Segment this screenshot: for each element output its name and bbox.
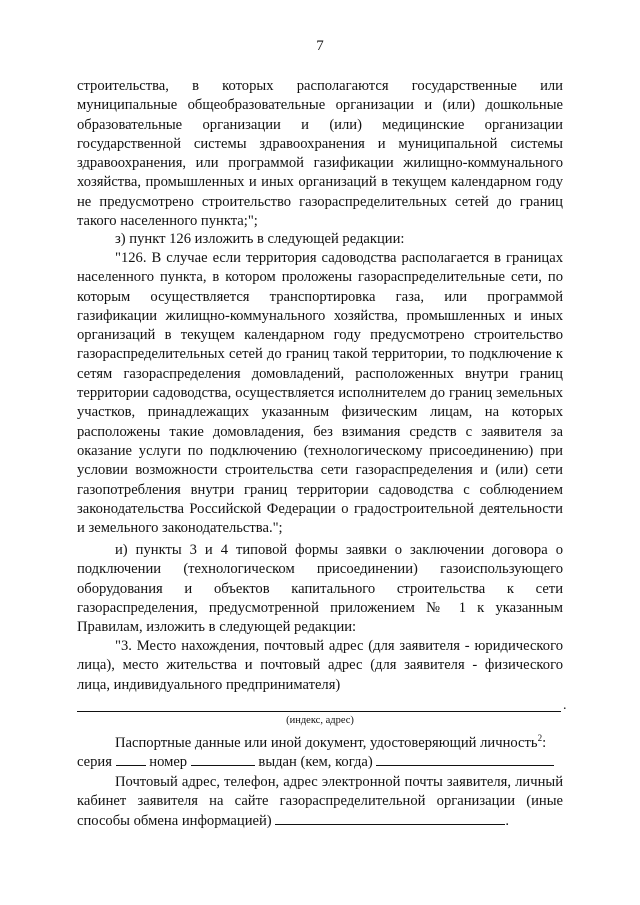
paragraph-text: з) пункт 126 изложить в следующей редакции: bbox=[115, 231, 405, 247]
footnote-marker: 2 bbox=[537, 733, 543, 744]
series-blank bbox=[116, 753, 146, 766]
paragraph-contact bbox=[77, 773, 563, 831]
paragraph-item-3 bbox=[77, 637, 563, 695]
paragraph-126 bbox=[77, 249, 563, 538]
paragraph-text: строительства, в которых располагаются государственные или муниципальные общеобразовательные организации и (или) дошкольные образовательные организации и (или) медицинские организации государственной системы здравоохранения и муниципальной системы здравоохранения, или программой газификации жилищно-коммунального хозяйства, промышленных и иных организаций в текущем календарном году не предусмотрено строительство газораспределительных сетей до границ такого населенного пункта;"; bbox=[77, 78, 563, 230]
number-label: номер bbox=[149, 754, 188, 771]
page-number: 7 bbox=[316, 38, 324, 54]
paragraph-z bbox=[77, 230, 563, 249]
passport-block bbox=[77, 734, 563, 773]
issued-blank bbox=[376, 753, 554, 766]
contact-label: Почтовый адрес, телефон, адрес электронной почты заявителя, личный кабинет заявителя на сайте газораспределительной организации (иные способы обмена информацией) bbox=[77, 774, 563, 829]
contact-blank bbox=[275, 812, 505, 825]
line-end-dot: . bbox=[563, 698, 567, 713]
paragraph-continuation bbox=[77, 77, 563, 231]
paragraph-text: "3. Место нахождения, почтовый адрес (для заявителя - юридического лица), место жительства и почтовый адрес (для заявителя - физического лица, индивидуального предпринимателя) bbox=[77, 638, 563, 693]
address-caption: (индекс, адрес) bbox=[286, 715, 354, 726]
paragraph-i bbox=[77, 541, 563, 637]
passport-label-text: Паспортные данные или иной документ, удостоверяющий личность bbox=[115, 735, 538, 751]
passport-label-colon: : bbox=[542, 735, 547, 751]
series-label: серия bbox=[77, 754, 112, 771]
passport-label bbox=[77, 734, 563, 753]
number-blank bbox=[191, 753, 255, 766]
passport-fields bbox=[77, 753, 563, 772]
paragraph-text: "126. В случае если территория садоводства располагается в границах населенного пункта, в котором проложены газораспределительные сети, по которым осуществляется транспортировка газа, или программой газификации жилищно-коммунального хозяйства, промышленных и иных организаций в текущем календарном году предусмотрено строительство газораспределительных сетей до границ такой территории, то подключение к сетям газораспределения домовладений, расположенных внутри границ территории садоводства, осуществляется исполнителем до границ земельных участков, принадлежащих указанным физическим лицам, на которых расположены такие домовладения, без взимания средств с заявителя за оказание услуги по подключению (технологическому присоединению) при условии возможности строительства сети газораспределения и (или) сети газопотребления внутри границ территории садоводства с соблюдением законодательства Российской Федерации о градостроительной деятельности и земельного законодательства."; bbox=[77, 250, 563, 537]
address-blank-line bbox=[77, 711, 561, 712]
issued-label: выдан (кем, когда) bbox=[258, 754, 373, 771]
paragraph-text: и) пункты 3 и 4 типовой формы заявки о заключении договора о подключении (технологическом присоединении) газоиспользующего оборудования и объектов капитального строительства к сети газораспределения, предусмотренной приложением № 1 к указанным Правилам, изложить в следующей редакции: bbox=[77, 542, 563, 636]
contact-text: Почтовый адрес, телефон, адрес электронной почты заявителя, личный кабинет заявителя на сайте газораспределительной организации (иные способы обмена информацией) . bbox=[77, 774, 563, 829]
